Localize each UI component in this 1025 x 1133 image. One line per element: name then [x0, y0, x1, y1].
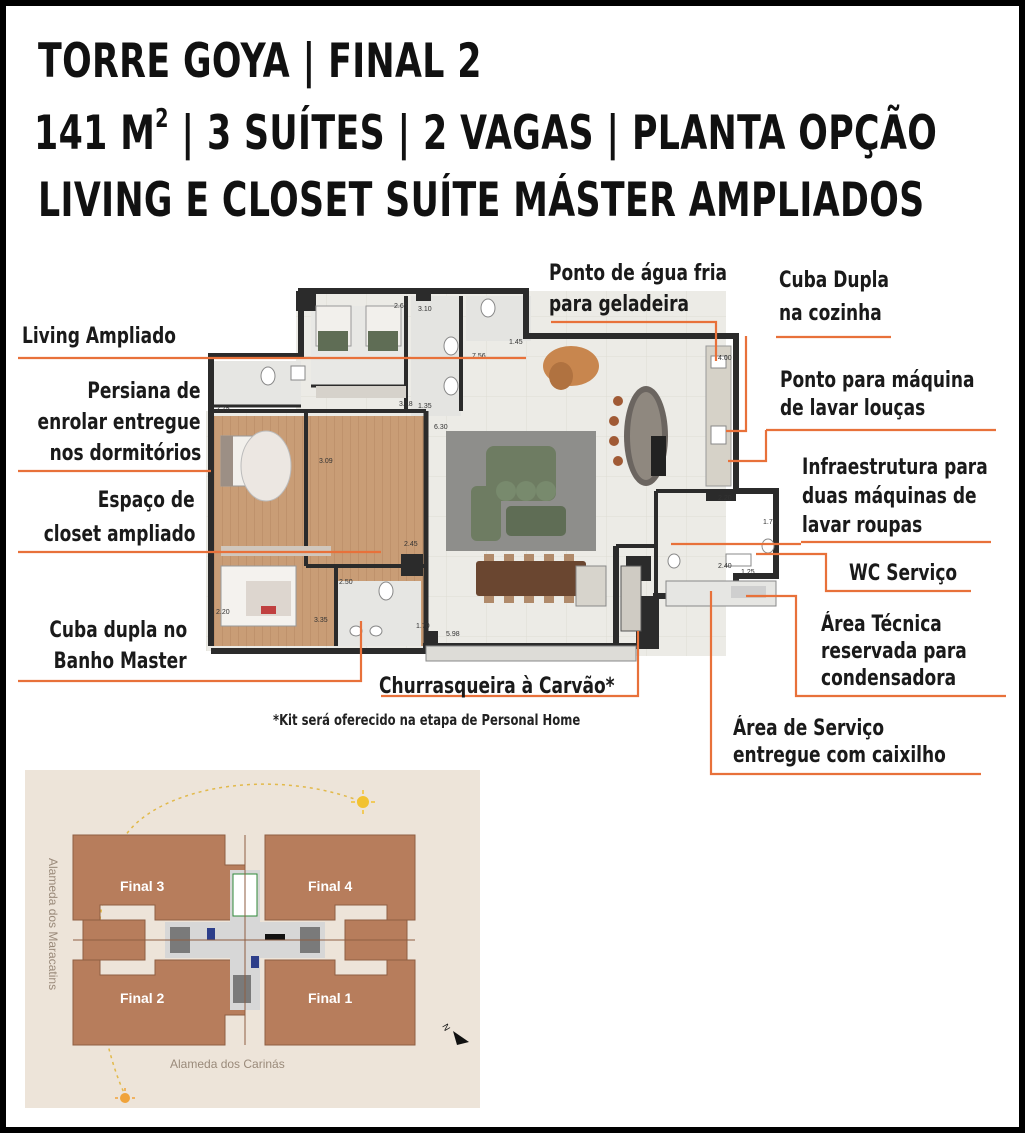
label-cuba-cozinha-line-2: na cozinha [779, 301, 882, 326]
site-plan [25, 770, 480, 1108]
title-area-superscript: 2 [155, 104, 169, 134]
label-persiana-line-1: Persiana de [87, 379, 201, 404]
dimension-label: 3.18 [399, 401, 413, 408]
dimension-label: 3.10 [418, 306, 432, 313]
dimension-label: 2.45 [404, 541, 418, 548]
dimension-label: 5.98 [446, 631, 460, 638]
dimension-label: 2.20 [216, 609, 230, 616]
balcony [426, 646, 636, 661]
dimension-label: 6.30 [434, 424, 448, 431]
title-line-2 [34, 104, 937, 161]
title-line-1: TORRE GOYA | FINAL 2 [38, 34, 482, 89]
dimension-label: 7.56 [472, 353, 486, 360]
dimension-label: 3.09 [319, 458, 333, 465]
dimension-label: 1.70 [763, 519, 777, 526]
label-area-servico-line-2: entregue com caixilho [733, 743, 946, 768]
label-closet-line-2: closet ampliado [43, 522, 195, 547]
label-area-tecnica-line-3: condensadora [821, 666, 957, 691]
dimension-label: 2.50 [339, 579, 353, 586]
label-cuba-cozinha-line-1: Cuba Dupla [779, 268, 889, 293]
grill [621, 566, 641, 631]
label-maquina-loucas-line-1: Ponto para máquina [780, 368, 975, 393]
label-cuba-master-line-2: Banho Master [54, 649, 187, 674]
kit-note: *Kit será oferecido na etapa de Personal Home [273, 711, 581, 729]
label-area-tecnica-line-1: Área Técnica [821, 612, 942, 637]
dimension-label: 2.75 [216, 406, 230, 413]
label-persiana-line-3: nos dormitórios [49, 441, 201, 466]
title-specs: | 3 SUÍTES | 2 VAGAS | PLANTA OPÇÃO [168, 106, 938, 161]
site-label-final-1: Final 1 [308, 990, 353, 1006]
dining-table [476, 561, 586, 596]
street-name-left: Alameda dos Maracatins [46, 858, 60, 991]
dimension-label: 1.35 [418, 403, 432, 410]
label-infra-line-1: Infraestrutura para [802, 455, 988, 480]
label-cuba-master-line-1: Cuba dupla no [49, 618, 187, 643]
dimension-label: 4.00 [718, 355, 732, 362]
dimension-label: 3.35 [314, 617, 328, 624]
site-label-final-3: Final 3 [120, 878, 165, 894]
label-area-tecnica-line-2: reservada para [821, 639, 967, 664]
site-label-final-2: Final 2 [120, 990, 165, 1006]
dimension-label: 1.25 [741, 569, 755, 576]
title-area: 141 M [34, 106, 156, 161]
label-agua-fria-line-2: para geladeira [549, 292, 689, 317]
label-closet-line-1: Espaço de [98, 488, 195, 513]
site-label-final-4: Final 4 [308, 878, 353, 894]
label-wc-servico: WC Serviço [849, 561, 958, 586]
label-infra-line-3: lavar roupas [802, 513, 923, 538]
north-label: N [440, 1022, 453, 1033]
dimension-label: 2.20 [718, 495, 732, 502]
label-infra-line-2: duas máquinas de [802, 484, 977, 509]
dimension-label: 1.45 [509, 339, 523, 346]
label-living-ampliado: Living Ampliado [22, 324, 176, 349]
dimension-label: 1.70 [416, 623, 430, 630]
label-agua-fria-line-1: Ponto de água fria [549, 261, 728, 286]
dimension-label: 2.65 [394, 303, 408, 310]
label-churrasqueira: Churrasqueira à Carvão* [379, 674, 615, 699]
label-persiana-line-2: enrolar entregue [37, 410, 201, 435]
label-maquina-loucas-line-2: de lavar louças [780, 396, 926, 421]
street-name-bottom: Alameda dos Carinás [170, 1057, 285, 1071]
label-area-servico-line-1: Área de Serviço [733, 716, 885, 741]
dimension-label: 2.40 [718, 563, 732, 570]
title-line-3: LIVING E CLOSET SUÍTE MÁSTER AMPLIADOS [38, 173, 925, 228]
